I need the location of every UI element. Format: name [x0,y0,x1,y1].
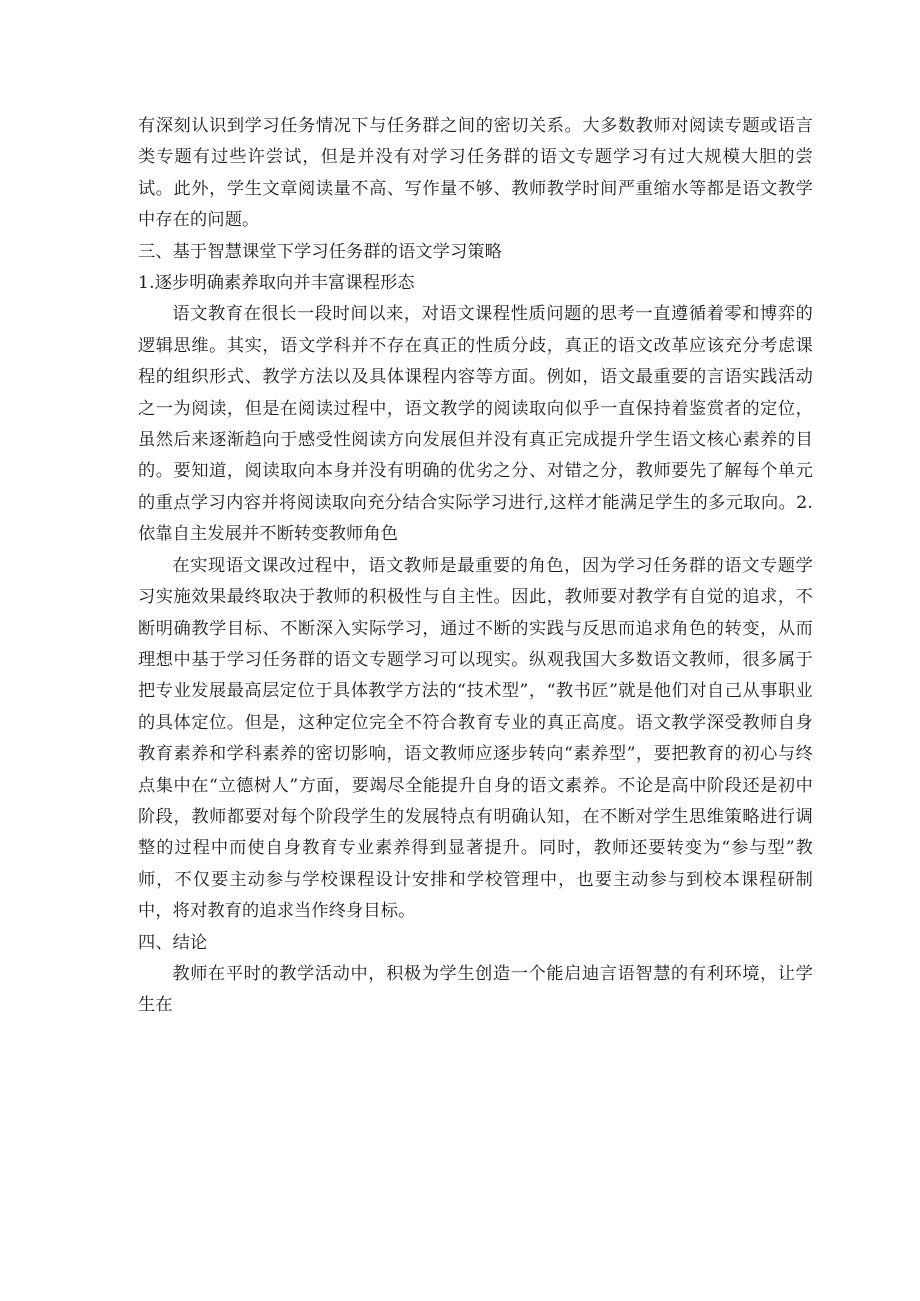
section-heading-strategies: 三、基于智慧课堂下学习任务群的语文学习策略 [138,241,503,262]
paragraph-teacher-role: 在实现语文课改过程中，语文教师是最重要的角色，因为学习任务群的语文专题学习实施效果最终取决于教师的积极性与自主性。因此，教师要对教学有自觉的追求，不断明确教学目标、不断深入实际学习，通过不断的实践与反思而追求角色的转变，从而理想中基于学习任务群的语文专题学习可以现实。纵观我国大多数语文教师，很多属于把专业发展最高层定位于具体教学方法的“技术型”，“教书匠”就是他们对自己从事职业的具体定位。但是，这种定位完全不符合教育专业的真正高度。语文教学深受教师自身教育素养和学科素养的密切影响，语文教师应逐步转向“素养型”，要把教育的初心与终点集中在“立德树人”方面，要竭尽全能提升自身的语文素养。不论是高中阶段还是初中阶段，教师都要对每个阶段学生的发展特点有明确认知，在不断对学生思维策略进行调整的过程中而使自身教育专业素养得到显著提升。同时，教师还要转变为“参与型”教师，不仅要主动参与学校课程设计安排和学校管理中，也要主动参与到校本课程研制中，将对教育的追求当作终身目标。 [138,555,813,922]
section-heading-conclusion: 四、结论 [138,932,208,953]
paragraph-continued: 有深刻认识到学习任务情况下与任务群之间的密切关系。大多数教师对阅读专题或语言类专题有过些许尝试，但是并没有对学习任务群的语文专题学习有过大规模大胆的尝试。此外，学生文章阅读量不高、写作量不够、教师教学时间严重缩水等都是语文教学中存在的问题。 [138,116,813,231]
paragraph-literacy-orientation: 语文教育在很长一段时间以来，对语文课程性质问题的思考一直遵循着零和博弈的逻辑思维。其实，语文学科并不存在真正的性质分歧，真正的语文改革应该充分考虑课程的组织形式、教学方法以及具体课程内容等方面。例如，语文最重要的言语实践活动之一为阅读，但是在阅读过程中，语文教学的阅读取向似乎一直保持着鉴赏者的定位，虽然后来逐渐趋向于感受性阅读方向发展但并没有真正完成提升学生语文核心素养的目的。要知道，阅读取向本身并没有明确的优劣之分、对错之分，教师要先了解每个单元的重点学习内容并将阅读取向充分结合实际学习进行,这样才能满足学生的多元取向。2.依靠自主发展并不断转变教师角色 [138,304,813,545]
subsection-heading-literacy: 1.逐步明确素养取向并丰富课程形态 [138,273,415,294]
document-page [138,111,813,1022]
paragraph-conclusion: 教师在平时的教学活动中，积极为学生创造一个能启迪言语智慧的有利环境，让学生在 [138,963,813,1016]
